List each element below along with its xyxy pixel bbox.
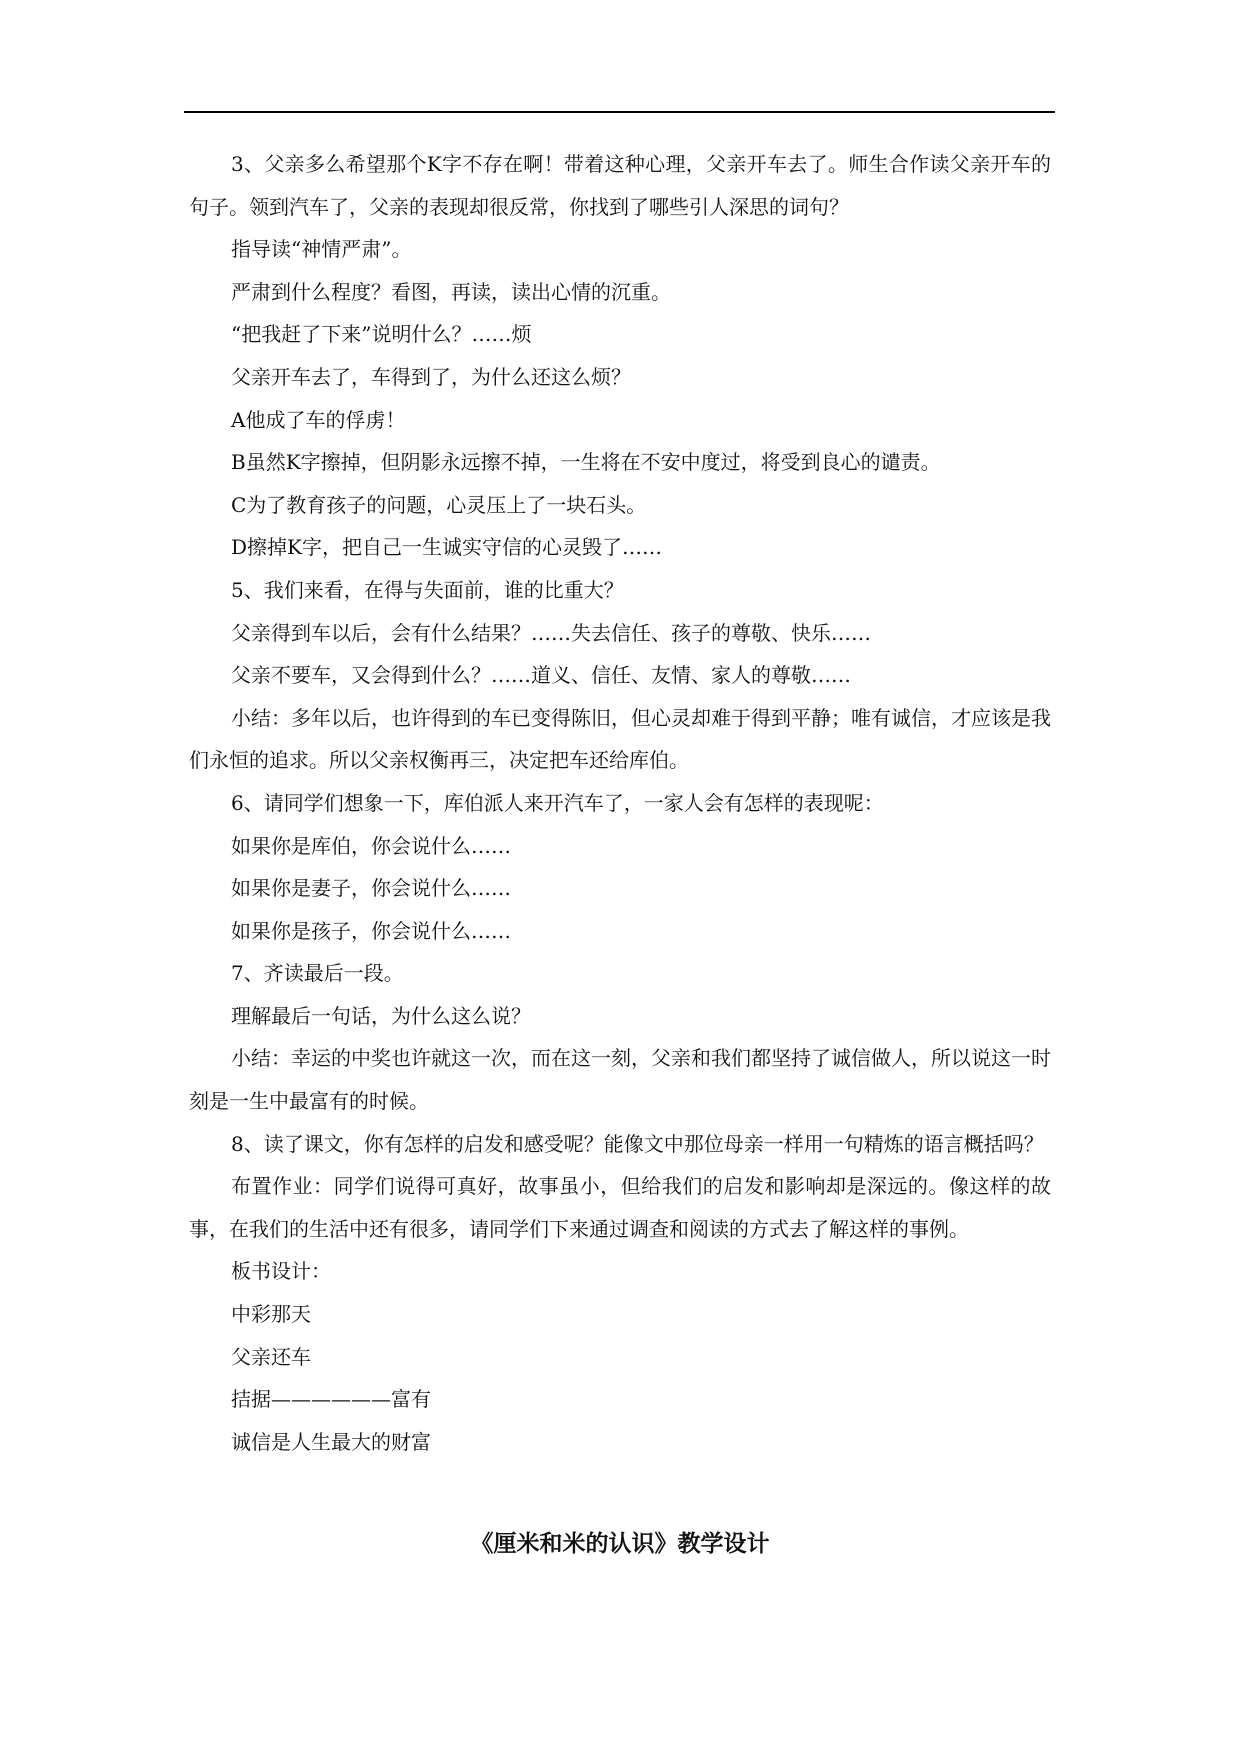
paragraph: 如果你是库伯，你会说什么…… bbox=[231, 833, 511, 858]
paragraph: B虽然K字擦掉，但阴影永远擦不掉，一生将在不安中度过，将受到良心的谴责。 bbox=[231, 450, 941, 475]
header-rule bbox=[184, 111, 1055, 113]
paragraph: 5、我们来看，在得与失面前，谁的比重大？ bbox=[231, 577, 624, 602]
board-line: 拮据——————富有 bbox=[231, 1387, 431, 1412]
paragraph: D擦掉K字，把自己一生诚实守信的心灵毁了…… bbox=[231, 535, 662, 560]
paragraph: 理解最后一句话，为什么这么说？ bbox=[231, 1003, 531, 1028]
paragraph: A他成了车的俘虏！ bbox=[231, 407, 406, 432]
next-section-title: 《厘米和米的认识》教学设计 bbox=[470, 1530, 770, 1557]
paragraph: C为了教育孩子的问题，心灵压上了一块石头。 bbox=[231, 492, 647, 517]
paragraph: 8、读了课文，你有怎样的启发和感受呢？能像文中那位母亲一样用一句精炼的语言概括吗？ bbox=[231, 1131, 1044, 1156]
paragraph: 父亲得到车以后，会有什么结果？……失去信任、孩子的尊敬、快乐…… bbox=[231, 620, 871, 645]
board-design-heading: 板书设计： bbox=[231, 1259, 331, 1284]
board-line: 诚信是人生最大的财富 bbox=[231, 1429, 431, 1454]
paragraph: “把我赶了下来”说明什么？……烦 bbox=[231, 322, 532, 347]
paragraph: 小结：多年以后，也许得到的车已变得陈旧，但心灵却难于得到平静；唯有诚信，才应该是我们永恒的追求。所以父亲权衡再三，决定把车还给库伯。 bbox=[189, 705, 1051, 773]
paragraph: 指导读“神情严肃”。 bbox=[231, 237, 412, 262]
document-body bbox=[189, 143, 1051, 1463]
paragraph: 布置作业：同学们说得可真好，故事虽小，但给我们的启发和影响却是深远的。像这样的故事，在我们的生活中还有很多，请同学们下来通过调查和阅读的方式去了解这样的事例。 bbox=[189, 1174, 1051, 1241]
paragraph: 3、父亲多么希望那个K字不存在啊！带着这种心理，父亲开车去了。师生合作读父亲开车的句子。领到汽车了，父亲的表现却很反常，你找到了哪些引人深思的词句？ bbox=[189, 152, 1051, 219]
paragraph: 6、请同学们想象一下，库伯派人来开汽车了，一家人会有怎样的表现呢： bbox=[231, 790, 884, 815]
paragraph: 父亲开车去了，车得到了，为什么还这么烦？ bbox=[231, 364, 631, 389]
board-line: 父亲还车 bbox=[231, 1344, 311, 1369]
board-line: 中彩那天 bbox=[231, 1302, 311, 1327]
paragraph: 7、齐读最后一段。 bbox=[231, 961, 404, 986]
paragraph: 如果你是妻子，你会说什么…… bbox=[231, 876, 511, 901]
paragraph: 严肃到什么程度？看图，再读，读出心情的沉重。 bbox=[231, 279, 671, 304]
paragraph: 如果你是孩子，你会说什么…… bbox=[231, 918, 511, 943]
paragraph: 小结：幸运的中奖也许就这一次，而在这一刻，父亲和我们都坚持了诚信做人，所以说这一时刻是一生中最富有的时候。 bbox=[189, 1046, 1051, 1114]
paragraph: 父亲不要车，又会得到什么？……道义、信任、友情、家人的尊敬…… bbox=[231, 663, 851, 688]
